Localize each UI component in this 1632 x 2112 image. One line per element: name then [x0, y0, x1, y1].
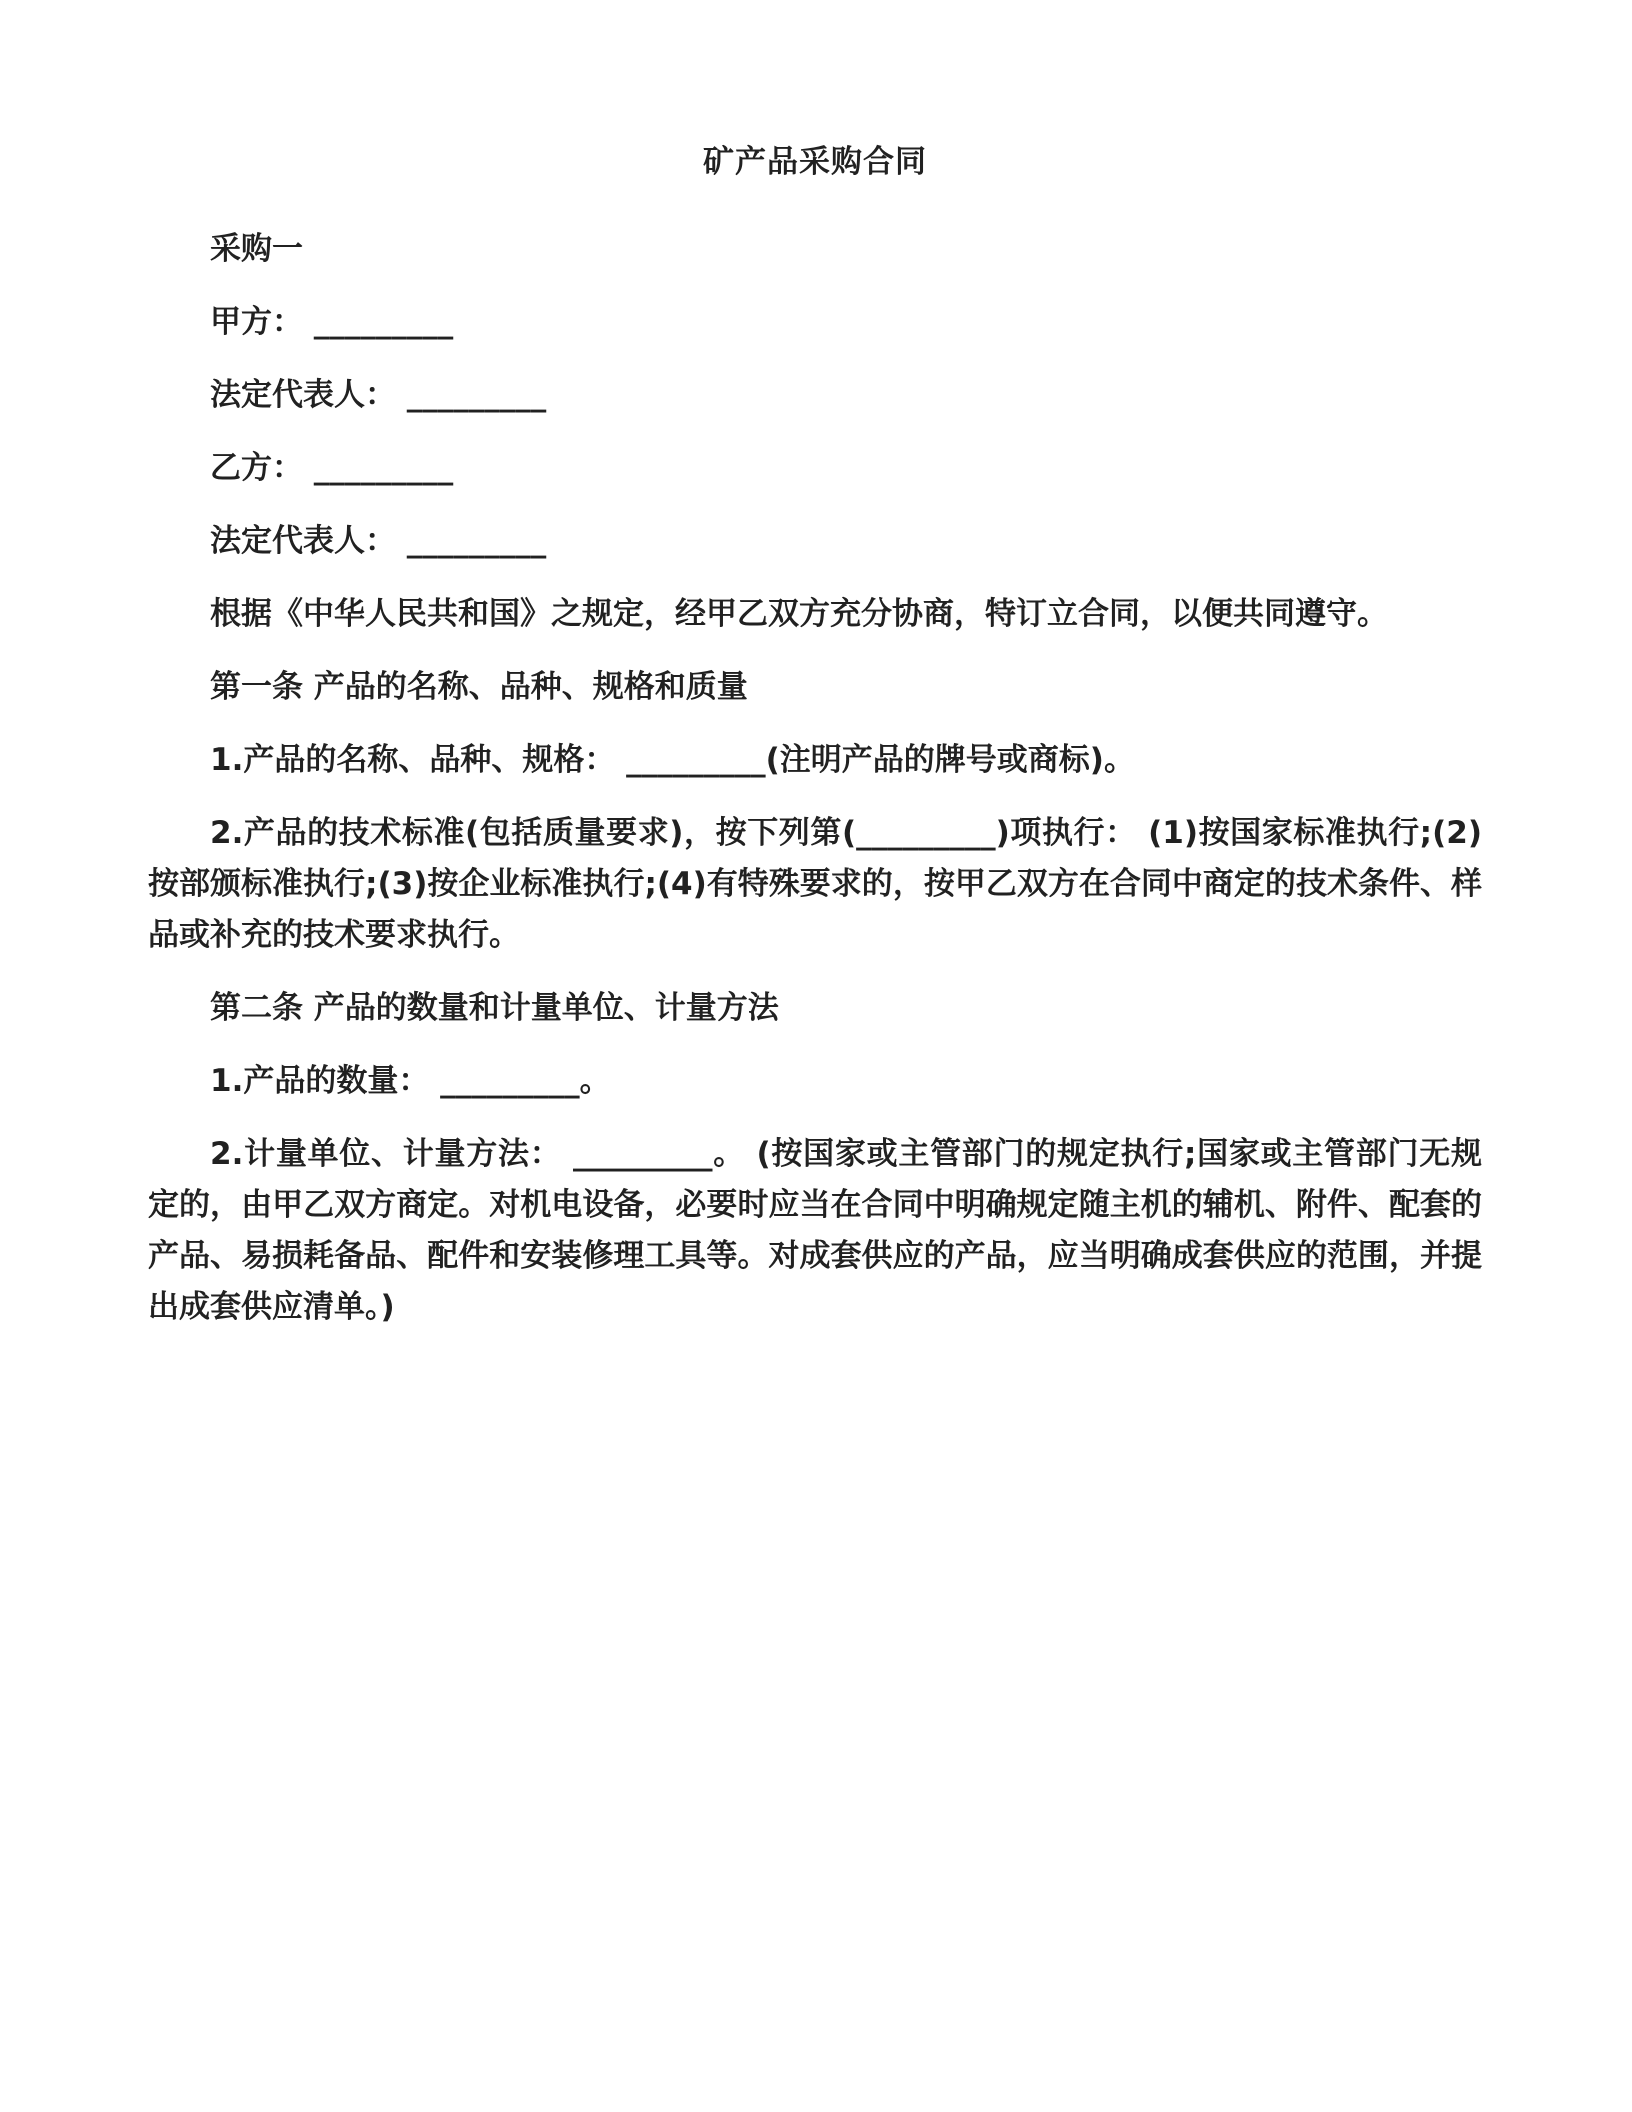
article-1-item-2: 2.产品的技术标准(包括质量要求)，按下列第(_________)项执行： (1)按国家标准执行;(2)按部颁标准执行;(3)按企业标准执行;(4)有特殊要求的，按甲乙双方在合同中商定的技术条件、样品或补充的技术要求执行。 — [148, 815, 1482, 953]
preamble-paragraph: 根据《中华人民共和国》之规定，经甲乙双方充分协商，特订立合同，以便共同遵守。 — [210, 596, 1388, 632]
party-a-line: 甲方： _________ — [210, 304, 454, 340]
article-1-heading: 第一条 产品的名称、品种、规格和质量 — [210, 669, 748, 705]
article-2-item-2: 2.计量单位、计量方法： _________。 (按国家或主管部门的规定执行;国家或主管部门无规定的，由甲乙双方商定。对机电设备，必要时应当在合同中明确规定随主机的辅机、附件、配套的产品、易损耗备品、配件和安装修理工具等。对成套供应的产品，应当明确成套供应的范围，并提出成套供应清单。) — [148, 1136, 1482, 1325]
article-2-heading: 第二条 产品的数量和计量单位、计量方法 — [210, 990, 779, 1026]
article-1-item-1: 1.产品的名称、品种、规格： _________(注明产品的牌号或商标)。 — [210, 742, 1135, 778]
purchase-label: 采购一 — [210, 231, 303, 267]
party-b-line: 乙方： _________ — [210, 450, 454, 486]
article-2-item-1: 1.产品的数量： _________。 — [210, 1063, 611, 1099]
document-title: 矿产品采购合同 — [703, 144, 927, 180]
party-b-legal-rep-line: 法定代表人： _________ — [210, 523, 547, 559]
party-a-legal-rep-line: 法定代表人： _________ — [210, 377, 547, 413]
